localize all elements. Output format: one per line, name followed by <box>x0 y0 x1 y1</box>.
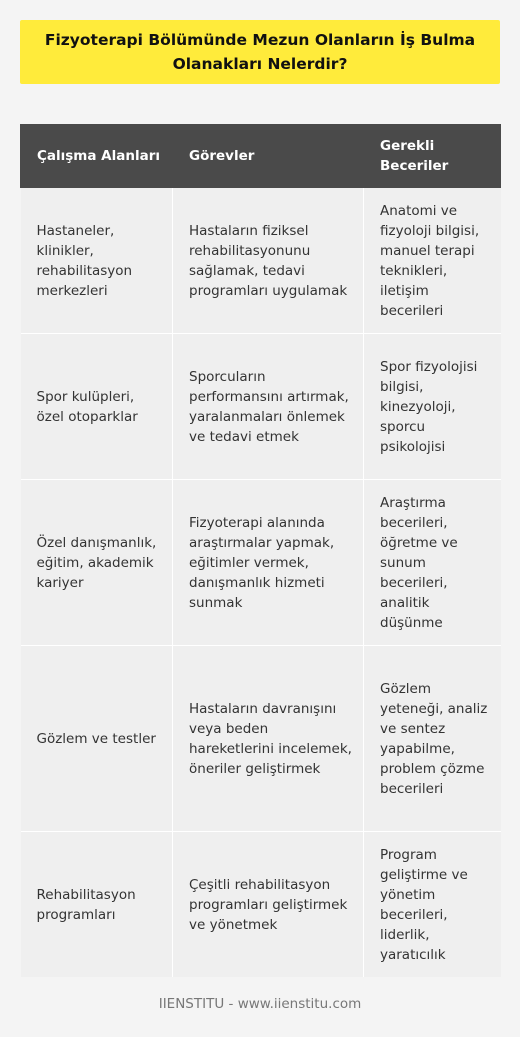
table-header-row <box>21 125 501 188</box>
cell-work-area: Hastaneler, klinikler, rehabilitasyon merkezleri <box>21 188 173 334</box>
table-row <box>21 188 501 334</box>
cell-skills: Gözlem yeteneği, analiz ve sentez yapabilme, problem çözme becerileri <box>364 646 501 832</box>
cell-work-area: Özel danışmanlık, eğitim, akademik kariyer <box>21 480 173 646</box>
cell-work-area: Gözlem ve testler <box>21 646 173 832</box>
footer-credit: IIENSTITU - www.iienstitu.com <box>158 996 362 1012</box>
table-row <box>21 646 501 832</box>
cell-work-area: Rehabilitasyon programları <box>21 832 173 978</box>
cell-skills: Anatomi ve fizyoloji bilgisi, manuel terapi teknikleri, iletişim becerileri <box>364 188 501 334</box>
jobs-table <box>20 124 501 977</box>
column-header-skills: Gerekli Beceriler <box>364 125 501 188</box>
column-header-work-areas: Çalışma Alanları <box>21 125 173 188</box>
cell-tasks: Hastaların davranışını veya beden hareketlerini incelemek, öneriler geliştirmek <box>173 646 364 832</box>
column-header-tasks: Görevler <box>173 125 364 188</box>
cell-work-area: Spor kulüpleri, özel otoparklar <box>21 334 173 480</box>
cell-tasks: Fizyoterapi alanında araştırmalar yapmak, eğitimler vermek, danışmanlık hizmeti sunmak <box>173 480 364 646</box>
table-row <box>21 480 501 646</box>
title-banner <box>20 20 500 84</box>
cell-tasks: Sporcuların performansını artırmak, yaralanmaları önlemek ve tedavi etmek <box>173 334 364 480</box>
cell-tasks: Hastaların fiziksel rehabilitasyonunu sağlamak, tedavi programları uygulamak <box>173 188 364 334</box>
cell-tasks: Çeşitli rehabilitasyon programları geliştirmek ve yönetmek <box>173 832 364 978</box>
page-title: Fizyoterapi Bölümünde Mezun Olanların İş Bulma Olanakları Nelerdir? <box>44 31 476 73</box>
cell-skills: Spor fizyolojisi bilgisi, kinezyoloji, sporcu psikolojisi <box>364 334 501 480</box>
table-row <box>21 832 501 978</box>
table-row <box>21 334 501 480</box>
cell-skills: Program geliştirme ve yönetim becerileri, liderlik, yaratıcılık <box>364 832 501 978</box>
cell-skills: Araştırma becerileri, öğretme ve sunum becerileri, analitik düşünme <box>364 480 501 646</box>
